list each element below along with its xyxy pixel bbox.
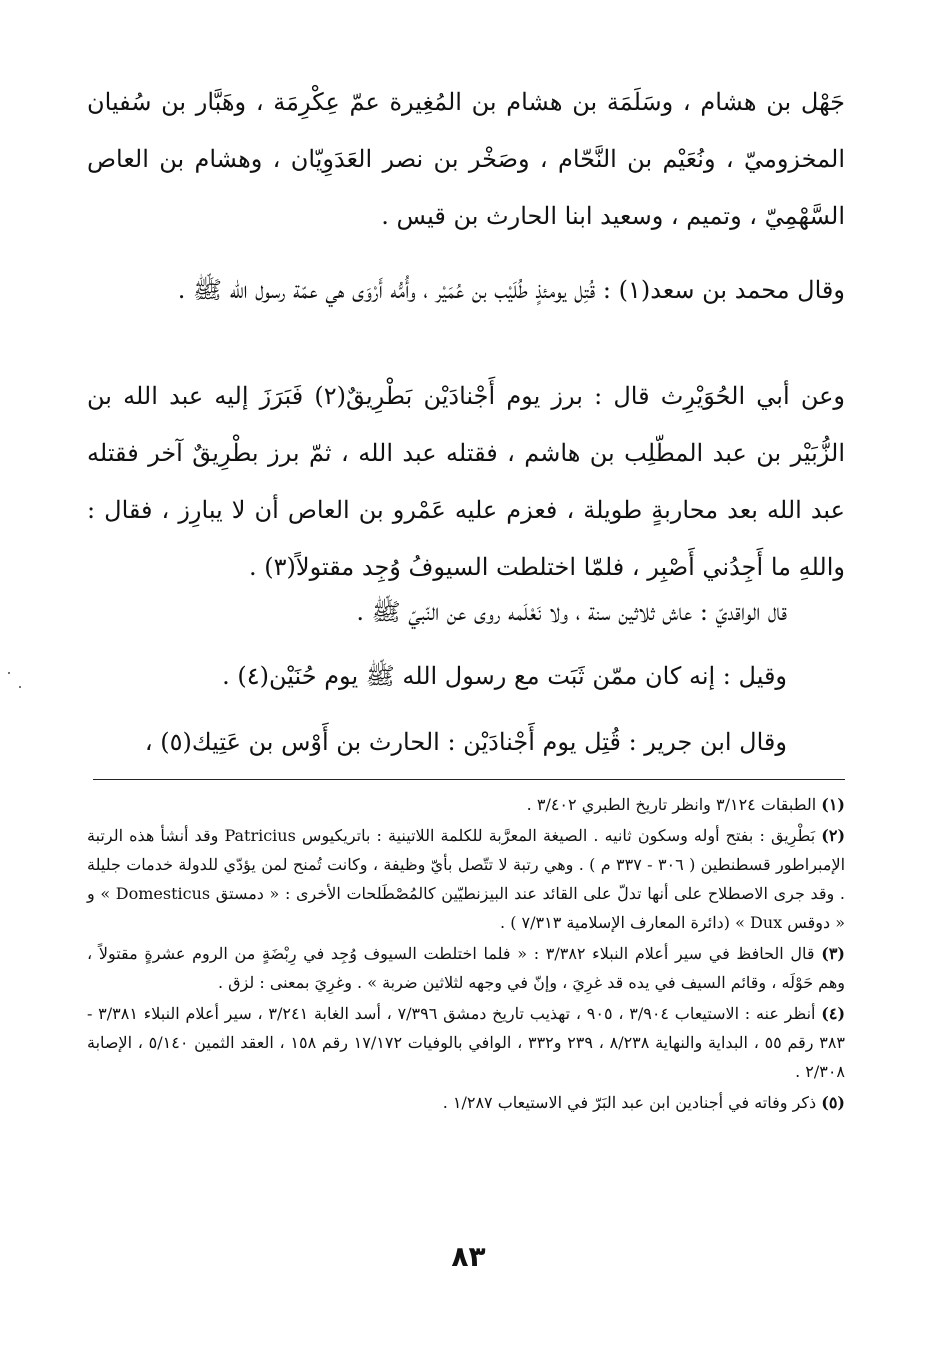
footnotes-section [87,790,845,1119]
footnote-text: أنظر عنه : الاستيعاب ٣/٩٠٤ ، ٩٠٥ ، تهذيب تاريخ دمشق ٧/٣٩٦ ، أسد الغابة ٣/٢٤١ ، سير أعلام النبلاء ٣/٣٨١ - ٣٨٣ رقم ٥٥ ، البداية والنهاية ٨/٢٣٨ ، ٢٣٩ و٣٣٢ ، الوافي بالوفيات ١٧/١٧٢ رقم ١٥٨ ، العقد الثمين ٥/١٤٠ ، الإصابة ٢/٣٠٨ . [87,1004,846,1081]
footnote-number: (٥) [821,1093,845,1112]
paragraph-text: وعن أبي الحُوَيْرِث قال : برز يوم أَجْنادَيْن بَطْرِيقٌ(٢) فَبَرَزَ إليه عبد الله بن الزُّبَيْر بن عبد المطّلِب بن هاشم ، فقتله عبد الله ، ثمّ برز بطْرِيقٌ آخر فقتله عبد الله بعد محاربةٍ طويلة ، فعزم عليه عَمْرو بن العاص أن لا يبارِز ، فقال : واللهِ ما أَجِدُني أَصْبِر ، فلمّا اختلطت السيوفُ وُجِد مقتولاً(٣) . [87,382,845,581]
footnote-2 [87,821,845,937]
footnote-text: الطبقات ٣/١٢٤ وانظر تاريخ الطبري ٣/٤٠٢ . [526,795,817,814]
footnote-3 [87,939,845,997]
footnote-text: ذكر وفاته في أجنادين ابن عبد البَرّ في الاستيعاب ١/٢٨٧ . [442,1093,817,1112]
main-paragraph-2 [87,262,845,319]
main-paragraph-5 [87,648,787,705]
footnote-number: (٤) [821,1004,846,1023]
main-paragraph-1 [87,74,845,245]
page-number: ٨٣ [451,1240,486,1273]
footnote-number: (٣) [821,944,845,963]
main-paragraph-3 [87,368,845,596]
footnote-5 [87,1088,845,1117]
paragraph-text: وقيل : إنه كان ممّن ثَبَت مع رسول الله ﷺ يوم حُنَيْن(٤) . [222,662,787,690]
footnote-number: (٢) [821,826,846,845]
scan-speck [19,686,21,688]
footnote-text: بَطْرِيق : بفتح أوله وسكون ثانيه . الصيغة المعرَّبة للكلمة اللاتينية : باتريكيوس Patricius وقد أنشأ هذه الرتبة الإمبراطور قسطنطين ( ٣٠٦ - ٣٣٧ م ) . وهي رتبة لا تتّصل بأيّ وظيفة ، وكانت تُمنح لمن يؤدّي للدولة خدمات جليلة . وقد جرى الاصطلاح على أنها تدلّ على القائد عند البيزنطيّين كالمُصْطَلحات الأخرى : « دمستق Domesticus » و « دوقس Dux » (دائرة المعارف الإسلامية ٧/٣١٣ ) . [87,826,846,932]
footnote-4 [87,999,845,1086]
paragraph-text: جَهْل بن هشام ، وسَلَمَة بن هشام بن المُغِيرة عمّ عِكْرِمَة ، وهَبَّار بن سُفيان المخزوميّ ، ونُعَيْم بن النَّحّام ، وصَخْر بن نصر العَدَوِيّان ، وهشام بن العاص السَّهْمِيّ ، وتميم ، وسعيد ابنا الحارث بن قيس . [87,88,845,230]
footnote-text: قال الحافظ في سير أعلام النبلاء ٣/٣٨٢ : « فلما اختلطت السيوف وُجِد في رِبْضَةٍ من الروم عشرةٍ مقتولاً ، وهم حَوْلَه ، وقائم السيف في يده قد غرِيَ ، وإنّ في وجهه لثلاثين ضربة » . وغرِيَ بمعنى : لزق . [87,944,845,992]
main-paragraph-6 [87,714,787,771]
scan-speck [8,672,10,674]
paragraph-text: وقال ابن جرير : قُتِل يوم أَجْنادَيْن : الحارث بن أَوْس بن عَتِيك(٥) ، [144,728,787,756]
footnote-1 [87,790,845,819]
footnote-number: (١) [821,795,845,814]
paragraph-text: وقال محمد بن سعد(١) : قُتِل يومئذٍ طُلَيْب بن عُمَيْر ، وأُمُّه أَرْوَى هي عمّة رسول الله ﷺ . [177,276,845,304]
paragraph-text: قال الواقديّ : عاش ثلاثين سنة ، ولا نَعْلَمه روى عن النّبيّ ﷺ . [356,598,787,626]
main-paragraph-4 [87,584,787,641]
footnote-divider [93,779,845,780]
